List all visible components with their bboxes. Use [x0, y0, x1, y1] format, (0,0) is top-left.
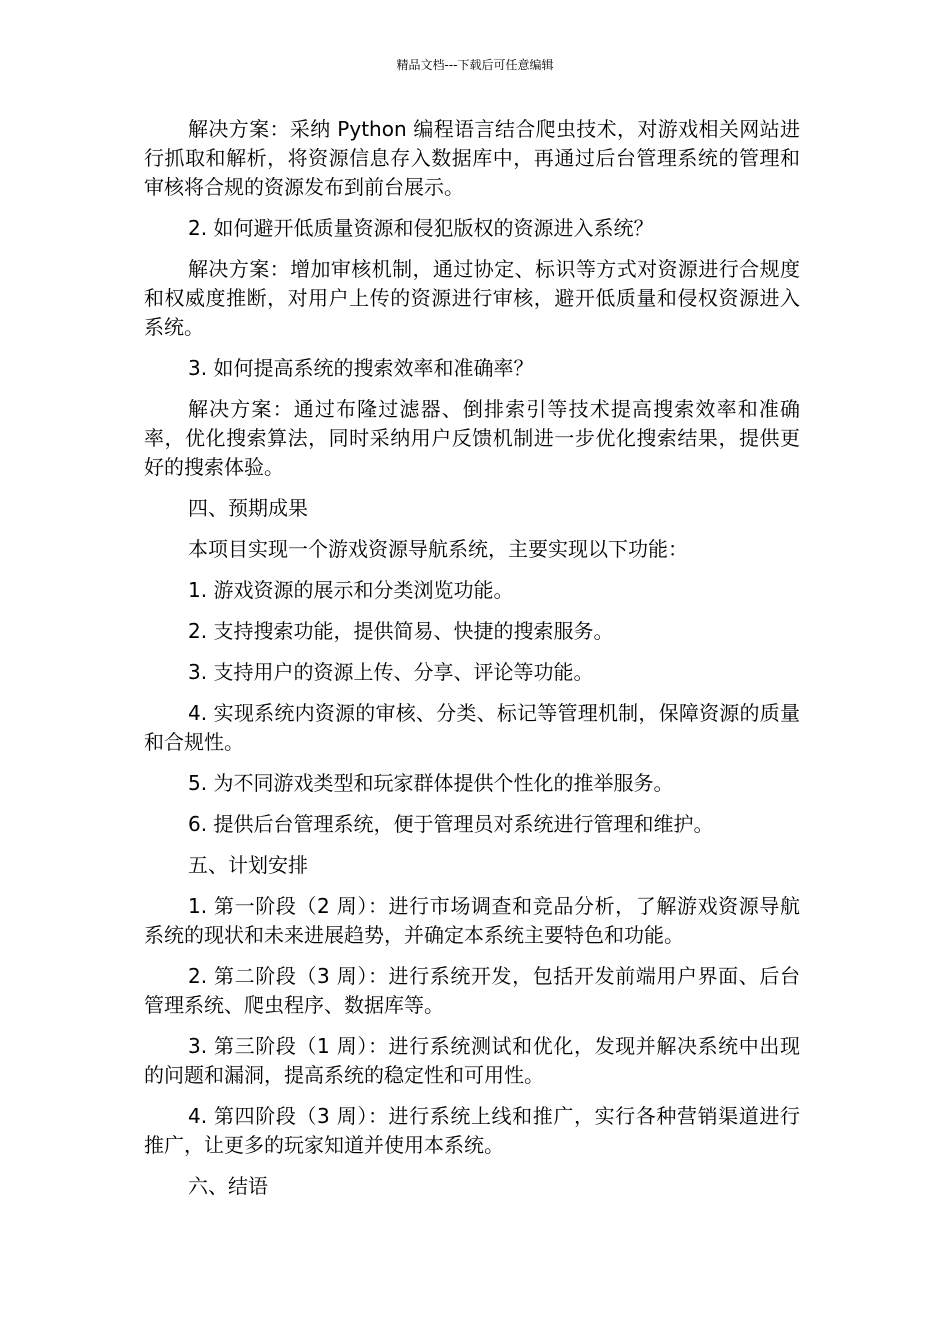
question-item: 3. 如何提高系统的搜索效率和准确率？ — [188, 356, 534, 380]
section-heading: 四、预期成果 — [188, 496, 308, 520]
question-item: 2. 如何避开低质量资源和侵犯版权的资源进入系统？ — [188, 216, 654, 240]
solution-paragraph: 解决方案：通过布隆过滤器、倒排索引等技术提高搜索效率和准确率，优化搜索算法，同时采纳用户反馈机制进一步优化搜索结果，提供更好的搜索体验。 — [144, 397, 800, 479]
list-item: 3. 支持用户的资源上传、分享、评论等功能。 — [188, 660, 594, 684]
list-item: 6. 提供后台管理系统，便于管理员对系统进行管理和维护。 — [188, 812, 714, 836]
list-item: 2. 支持搜索功能，提供简易、快捷的搜索服务。 — [188, 619, 614, 643]
section-heading: 五、计划安排 — [188, 853, 308, 877]
section-heading: 六、结语 — [188, 1174, 268, 1198]
list-item: 4. 第四阶段（3 周）：进行系统上线和推广，实行各种营销渠道进行推广，让更多的玩家知道并使用本系统。 — [144, 1104, 800, 1157]
solution-paragraph: 解决方案：采纳 Python 编程语言结合爬虫技术，对游戏相关网站进行抓取和解析，将资源信息存入数据库中，再通过后台管理系统的管理和审核将合规的资源发布到前台展示。 — [144, 117, 800, 199]
list-item: 2. 第二阶段（3 周）：进行系统开发，包括开发前端用户界面、后台管理系统、爬虫程序、数据库等。 — [144, 964, 800, 1017]
list-item: 1. 第一阶段（2 周）：进行市场调查和竞品分析，了解游戏资源导航系统的现状和未来进展趋势，并确定本系统主要特色和功能。 — [144, 894, 800, 947]
solution-paragraph: 解决方案：增加审核机制，通过协定、标识等方式对资源进行合规度和权威度推断，对用户上传的资源进行审核，避开低质量和侵权资源进入系统。 — [144, 257, 800, 339]
document-body — [144, 115, 800, 1213]
intro-paragraph: 本项目实现一个游戏资源导航系统，主要实现以下功能： — [188, 537, 688, 561]
page-header: 精品文档---下载后可任意编辑 — [396, 58, 554, 72]
list-item: 5. 为不同游戏类型和玩家群体提供个性化的推举服务。 — [188, 771, 674, 795]
list-item: 1. 游戏资源的展示和分类浏览功能。 — [188, 578, 514, 602]
list-item: 3. 第三阶段（1 周）：进行系统测试和优化，发现并解决系统中出现的问题和漏洞，提高系统的稳定性和可用性。 — [144, 1034, 800, 1087]
list-item: 4. 实现系统内资源的审核、分类、标记等管理机制，保障资源的质量和合规性。 — [144, 701, 800, 754]
